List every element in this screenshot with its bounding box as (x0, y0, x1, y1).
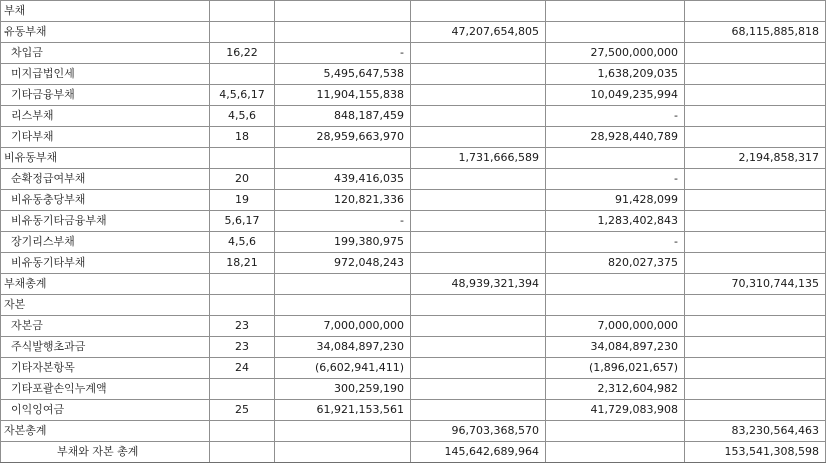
current-total-amount-cell (411, 316, 546, 337)
account-name-cell: 미지급법인세 (1, 64, 210, 85)
note-cell: 19 (210, 190, 275, 211)
current-total-amount-cell (411, 400, 546, 421)
note-cell: 18 (210, 127, 275, 148)
current-item-amount-cell: 11,904,155,838 (275, 85, 411, 106)
note-cell: 16,22 (210, 43, 275, 64)
prior-total-amount-cell (685, 337, 826, 358)
current-item-amount-cell (275, 421, 411, 442)
account-name-cell: 주식발행초과금 (1, 337, 210, 358)
current-total-amount-cell: 1,731,666,589 (411, 148, 546, 169)
prior-total-amount-cell: 2,194,858,317 (685, 148, 826, 169)
prior-total-amount-cell (685, 64, 826, 85)
prior-total-amount-cell (685, 316, 826, 337)
prior-item-amount-cell: 10,049,235,994 (546, 85, 685, 106)
table-row-item (1, 43, 826, 64)
current-total-amount-cell (411, 106, 546, 127)
prior-total-amount-cell (685, 379, 826, 400)
note-cell: 25 (210, 400, 275, 421)
table-row-item (1, 253, 826, 274)
account-name-cell: 자본금 (1, 316, 210, 337)
account-name-cell: 기타부채 (1, 127, 210, 148)
prior-item-amount-cell: - (546, 106, 685, 127)
account-name-cell: 부채 (1, 1, 210, 22)
table-row-section (1, 1, 826, 22)
current-total-amount-cell (411, 85, 546, 106)
prior-total-amount-cell (685, 106, 826, 127)
account-name-cell: 비유동충당부채 (1, 190, 210, 211)
account-name-cell: 부채총계 (1, 274, 210, 295)
table-row-item (1, 106, 826, 127)
current-item-amount-cell: 28,959,663,970 (275, 127, 411, 148)
note-cell (210, 295, 275, 316)
current-item-amount-cell: 7,000,000,000 (275, 316, 411, 337)
note-cell (210, 64, 275, 85)
prior-total-amount-cell: 70,310,744,135 (685, 274, 826, 295)
prior-item-amount-cell: 1,638,209,035 (546, 64, 685, 85)
account-name-cell: 자본총계 (1, 421, 210, 442)
prior-item-amount-cell: 1,283,402,843 (546, 211, 685, 232)
prior-item-amount-cell: 91,428,099 (546, 190, 685, 211)
note-cell (210, 421, 275, 442)
prior-total-amount-cell (685, 43, 826, 64)
current-total-amount-cell (411, 253, 546, 274)
prior-item-amount-cell (546, 22, 685, 43)
table-row-item (1, 211, 826, 232)
table-body (1, 1, 826, 463)
current-item-amount-cell: 199,380,975 (275, 232, 411, 253)
current-item-amount-cell: 5,495,647,538 (275, 64, 411, 85)
note-cell (210, 148, 275, 169)
note-cell (210, 1, 275, 22)
prior-item-amount-cell (546, 421, 685, 442)
current-total-amount-cell (411, 232, 546, 253)
account-name-cell: 기타금융부채 (1, 85, 210, 106)
current-total-amount-cell (411, 43, 546, 64)
current-item-amount-cell: 120,821,336 (275, 190, 411, 211)
prior-total-amount-cell (685, 253, 826, 274)
account-name-cell: 이익잉여금 (1, 400, 210, 421)
table-row-group (1, 421, 826, 442)
current-total-amount-cell: 96,703,368,570 (411, 421, 546, 442)
current-item-amount-cell: (6,602,941,411) (275, 358, 411, 379)
table-row-grand (1, 442, 826, 463)
prior-total-amount-cell (685, 211, 826, 232)
account-name-cell: 유동부채 (1, 22, 210, 43)
note-cell: 4,5,6 (210, 106, 275, 127)
current-item-amount-cell (275, 442, 411, 463)
note-cell (210, 22, 275, 43)
prior-item-amount-cell: - (546, 232, 685, 253)
account-name-cell: 리스부채 (1, 106, 210, 127)
current-item-amount-cell (275, 22, 411, 43)
table-row-group (1, 148, 826, 169)
prior-total-amount-cell (685, 85, 826, 106)
table-row-item (1, 127, 826, 148)
account-name-cell: 차입금 (1, 43, 210, 64)
table-row-item (1, 232, 826, 253)
table-row-group (1, 274, 826, 295)
prior-total-amount-cell (685, 190, 826, 211)
account-name-cell: 순확정급여부채 (1, 169, 210, 190)
table-row-item (1, 400, 826, 421)
current-item-amount-cell: 848,187,459 (275, 106, 411, 127)
current-item-amount-cell (275, 148, 411, 169)
current-item-amount-cell: 972,048,243 (275, 253, 411, 274)
prior-item-amount-cell: 27,500,000,000 (546, 43, 685, 64)
account-name-cell: 자본 (1, 295, 210, 316)
current-item-amount-cell (275, 295, 411, 316)
prior-total-amount-cell (685, 169, 826, 190)
prior-item-amount-cell: 2,312,604,982 (546, 379, 685, 400)
current-total-amount-cell (411, 379, 546, 400)
current-item-amount-cell: 300,259,190 (275, 379, 411, 400)
prior-total-amount-cell: 153,541,308,598 (685, 442, 826, 463)
prior-total-amount-cell (685, 295, 826, 316)
account-name-cell: 기타자본항목 (1, 358, 210, 379)
prior-item-amount-cell (546, 442, 685, 463)
current-item-amount-cell (275, 274, 411, 295)
prior-item-amount-cell: 7,000,000,000 (546, 316, 685, 337)
note-cell: 23 (210, 337, 275, 358)
current-item-amount-cell: 34,084,897,230 (275, 337, 411, 358)
note-cell (210, 442, 275, 463)
prior-total-amount-cell: 83,230,564,463 (685, 421, 826, 442)
note-cell: 23 (210, 316, 275, 337)
account-name-cell: 비유동기타금융부채 (1, 211, 210, 232)
current-item-amount-cell: - (275, 43, 411, 64)
prior-item-amount-cell: 34,084,897,230 (546, 337, 685, 358)
table-row-item (1, 379, 826, 400)
prior-total-amount-cell (685, 127, 826, 148)
current-total-amount-cell: 48,939,321,394 (411, 274, 546, 295)
account-name-cell: 기타포괄손익누계액 (1, 379, 210, 400)
prior-item-amount-cell: (1,896,021,657) (546, 358, 685, 379)
prior-total-amount-cell: 68,115,885,818 (685, 22, 826, 43)
prior-item-amount-cell: 41,729,083,908 (546, 400, 685, 421)
note-cell: 5,6,17 (210, 211, 275, 232)
current-total-amount-cell (411, 169, 546, 190)
current-total-amount-cell: 47,207,654,805 (411, 22, 546, 43)
account-name-cell: 비유동기타부채 (1, 253, 210, 274)
prior-item-amount-cell (546, 1, 685, 22)
note-cell (210, 379, 275, 400)
prior-item-amount-cell (546, 274, 685, 295)
table-row-item (1, 316, 826, 337)
table-row-item (1, 169, 826, 190)
table-row-item (1, 190, 826, 211)
table-row-item (1, 64, 826, 85)
current-item-amount-cell: - (275, 211, 411, 232)
table-row-item (1, 358, 826, 379)
prior-total-amount-cell (685, 400, 826, 421)
current-total-amount-cell (411, 1, 546, 22)
current-total-amount-cell: 145,642,689,964 (411, 442, 546, 463)
account-name-cell: 부채와 자본 총계 (1, 442, 210, 463)
prior-item-amount-cell (546, 295, 685, 316)
current-total-amount-cell (411, 211, 546, 232)
account-name-cell: 장기리스부채 (1, 232, 210, 253)
table-row-item (1, 85, 826, 106)
table-row-item (1, 337, 826, 358)
account-name-cell: 비유동부채 (1, 148, 210, 169)
current-total-amount-cell (411, 358, 546, 379)
note-cell: 18,21 (210, 253, 275, 274)
prior-item-amount-cell: 820,027,375 (546, 253, 685, 274)
prior-total-amount-cell (685, 1, 826, 22)
current-total-amount-cell (411, 64, 546, 85)
current-total-amount-cell (411, 190, 546, 211)
prior-total-amount-cell (685, 358, 826, 379)
current-item-amount-cell: 439,416,035 (275, 169, 411, 190)
current-item-amount-cell (275, 1, 411, 22)
note-cell: 24 (210, 358, 275, 379)
prior-item-amount-cell (546, 148, 685, 169)
current-total-amount-cell (411, 337, 546, 358)
note-cell (210, 274, 275, 295)
prior-item-amount-cell: - (546, 169, 685, 190)
note-cell: 4,5,6,17 (210, 85, 275, 106)
table-row-section (1, 295, 826, 316)
current-total-amount-cell (411, 295, 546, 316)
prior-total-amount-cell (685, 232, 826, 253)
current-total-amount-cell (411, 127, 546, 148)
table-row-group (1, 22, 826, 43)
prior-item-amount-cell: 28,928,440,789 (546, 127, 685, 148)
note-cell: 4,5,6 (210, 232, 275, 253)
current-item-amount-cell: 61,921,153,561 (275, 400, 411, 421)
note-cell: 20 (210, 169, 275, 190)
